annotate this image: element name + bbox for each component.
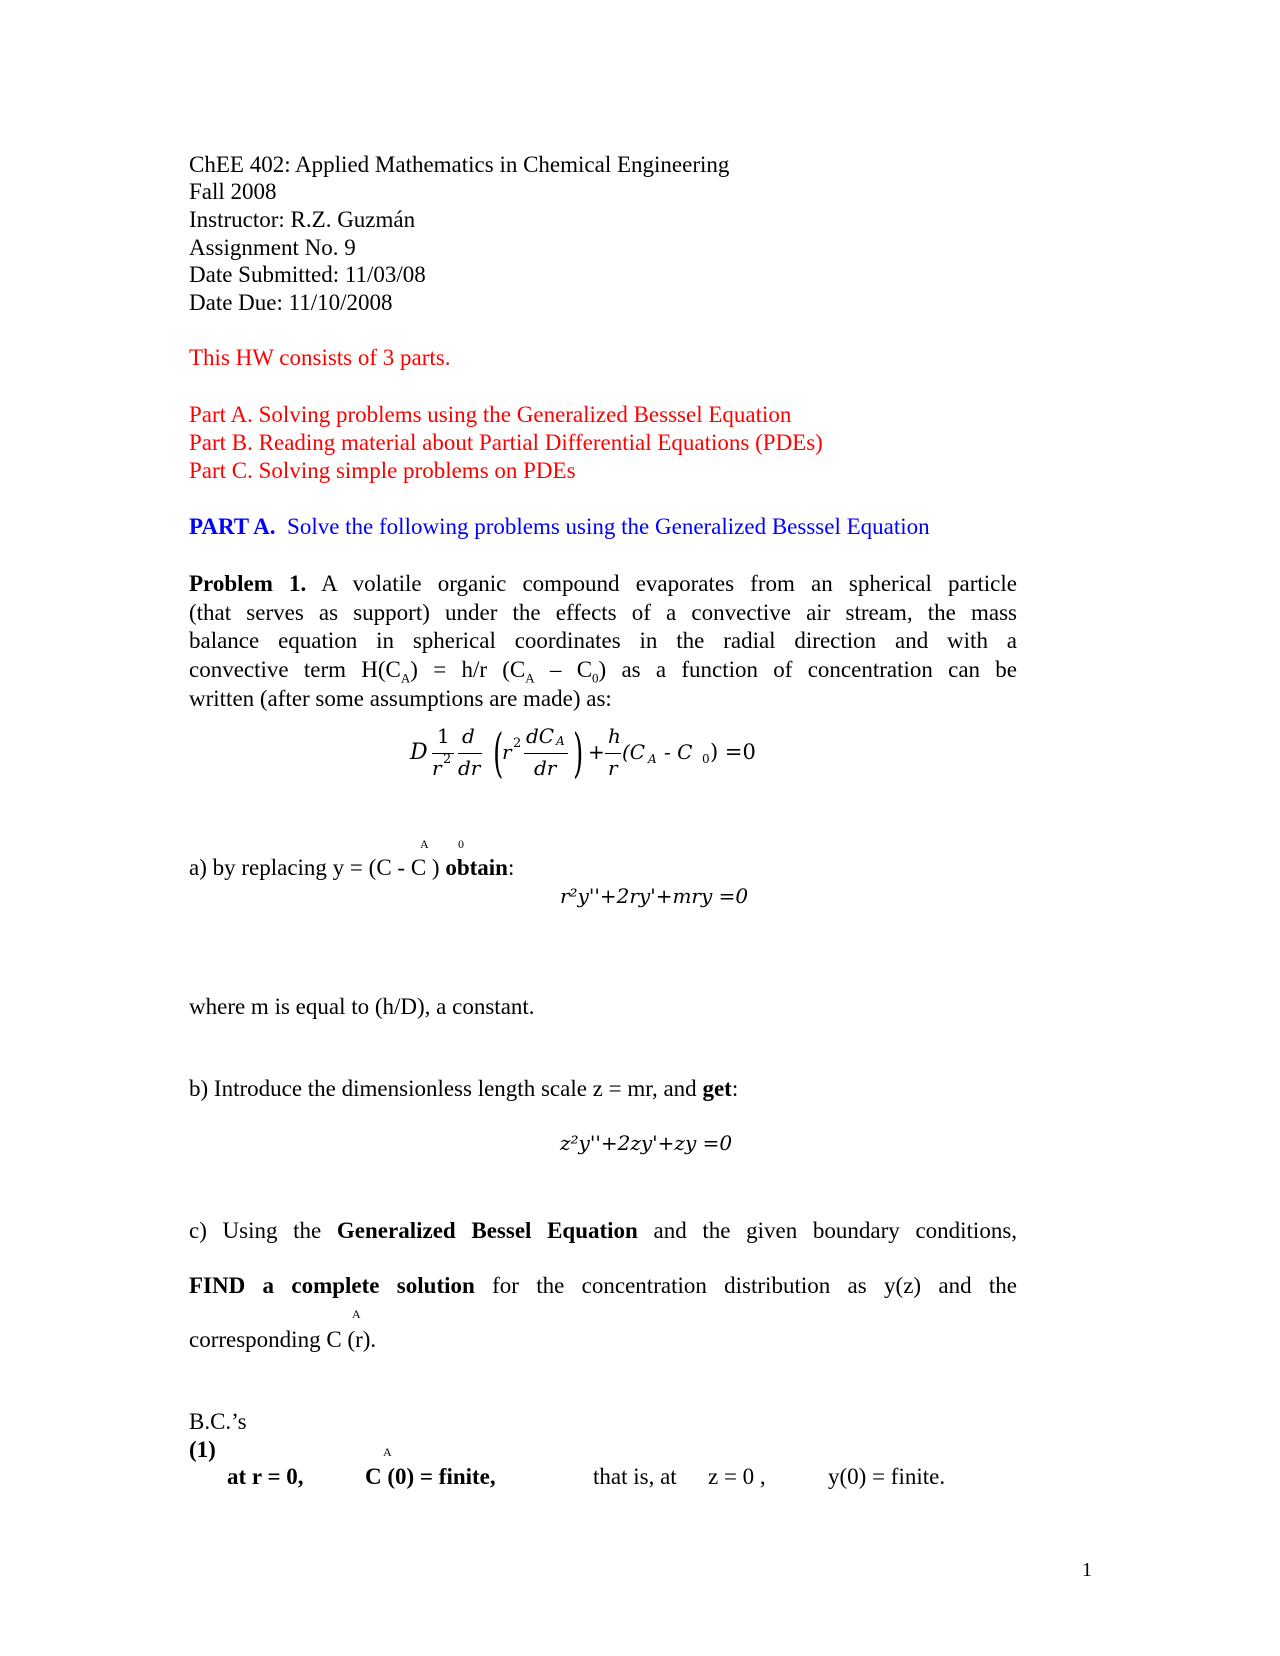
a-sub-0: 0 bbox=[458, 837, 464, 851]
mass-balance-equation bbox=[410, 722, 770, 792]
part-a-text: Solve the following problems using the Generalized Besssel Equation bbox=[287, 514, 930, 539]
eq-h: h bbox=[608, 724, 621, 748]
date-submitted: Date Submitted: 11/03/08 bbox=[189, 262, 426, 287]
eq-CA-sub: A bbox=[648, 752, 657, 766]
bc-z: z = 0 , bbox=[708, 1464, 766, 1489]
assignment-number: Assignment No. 9 bbox=[189, 235, 356, 260]
bc-condition: C (0) = finite, bbox=[365, 1464, 496, 1489]
eq-rparen: ) bbox=[573, 724, 584, 784]
part-c-line1: c) Using the Generalized Bessel Equation and the given boundary conditions, bbox=[189, 1218, 1018, 1243]
bc-number: (1) bbox=[189, 1437, 216, 1462]
eq-plus: + bbox=[588, 740, 605, 764]
where-m: where m is equal to (h/D), a constant. bbox=[189, 994, 535, 1019]
date-due: Date Due: 11/10/2008 bbox=[189, 290, 393, 315]
problem1-line4: convective term $H(C_A) = h/r$ $(C_A - C_0)$ as a function of concentration can be bbox=[189, 657, 1018, 686]
frac-bar-2 bbox=[458, 753, 482, 754]
hw-intro: This HW consists of 3 parts. bbox=[189, 345, 451, 370]
part-a-label: PART A. bbox=[189, 514, 276, 539]
bc-at: at r = 0, bbox=[227, 1464, 304, 1489]
equation-a: r²y''+2ry'+mry =0 bbox=[560, 884, 749, 908]
eq-CA: (C bbox=[622, 740, 646, 764]
problem1-line1: Problem 1. A volatile organic compound evaporates from an spherical particle bbox=[189, 571, 1017, 596]
eq-end: ) =0 bbox=[710, 740, 756, 764]
eq-C0-sub: 0 bbox=[702, 752, 710, 766]
part-c-overview: Part C. Solving simple problems on PDEs bbox=[189, 458, 576, 483]
eq-two: 2 bbox=[513, 736, 522, 751]
part-b-question: b) Introduce the dimensionless length scale z = mr, and get: bbox=[189, 1076, 739, 1101]
part-b-overview: Part B. Reading material about Partial Differential Equations (PDEs) bbox=[189, 430, 823, 455]
part-c-line3: corresponding C (r). bbox=[189, 1327, 377, 1352]
equation-b: z²y''+2zy'+zy =0 bbox=[560, 1131, 733, 1155]
eq-r: r bbox=[608, 756, 618, 780]
term: Fall 2008 bbox=[189, 179, 277, 204]
part-c-line2: FIND a complete solution for the concentration distribution as y(z) and the bbox=[189, 1273, 1018, 1298]
eq-dr-2: dr bbox=[534, 756, 557, 780]
instructor: Instructor: R.Z. Guzmán bbox=[189, 207, 416, 232]
problem1-line3: balance equation in spherical coordinates in the radial direction and with a bbox=[189, 628, 1017, 653]
problem1-label: Problem 1. bbox=[189, 571, 307, 596]
eq-lparen: ( bbox=[493, 724, 504, 784]
c-sub-A: A bbox=[352, 1307, 361, 1321]
eq-one: 1 bbox=[437, 724, 450, 748]
eq-sub-A: A bbox=[556, 734, 565, 748]
eq-dCA: dC bbox=[526, 724, 555, 748]
part-a-question: a) by replacing y = (C - C ) obtain: bbox=[189, 855, 515, 880]
part-a-overview: Part A. Solving problems using the Generalized Besssel Equation bbox=[189, 402, 792, 427]
eq-minus-C: - C bbox=[664, 740, 693, 764]
bc-title: B.C.’s bbox=[189, 1409, 247, 1434]
bc-that-is: that is, at bbox=[593, 1464, 677, 1489]
a-sub-A: A bbox=[420, 837, 429, 851]
eq-dr-1: dr bbox=[458, 756, 481, 780]
part-a-heading bbox=[189, 512, 930, 541]
bc-y: y(0) = finite. bbox=[828, 1464, 946, 1489]
page-number: 1 bbox=[1082, 1559, 1092, 1581]
eq-r-den: r bbox=[432, 756, 442, 780]
problem1-line2: (that serves as support) under the effects of a convective air stream, the mass bbox=[189, 600, 1017, 625]
eq-D: D bbox=[410, 740, 428, 765]
eq-r2: r bbox=[502, 740, 512, 764]
problem1-line5: written (after some assumptions are made) as: bbox=[189, 686, 612, 711]
bc-sub-A: A bbox=[383, 1445, 392, 1459]
frac-bar-3 bbox=[524, 753, 568, 754]
frac-bar-4 bbox=[605, 753, 621, 754]
eq-d: d bbox=[462, 724, 475, 748]
eq-two-den: 2 bbox=[443, 752, 452, 767]
course-title: ChEE 402: Applied Mathematics in Chemical Engineering bbox=[189, 152, 730, 177]
